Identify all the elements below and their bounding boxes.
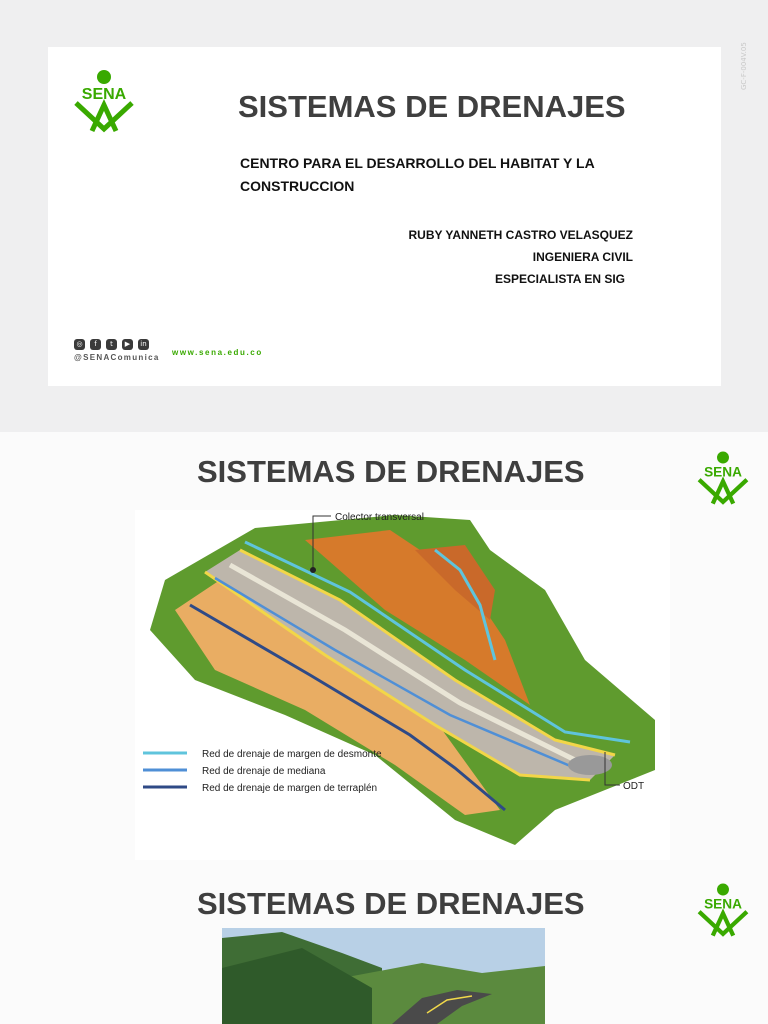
road-drainage-diagram (135, 510, 670, 860)
sena-logo (70, 69, 138, 133)
linkedin-icon[interactable]: in (138, 339, 149, 350)
twitter-icon[interactable]: t (106, 339, 117, 350)
legend-label-fill: Red de drenaje de margen de terraplén (202, 783, 378, 794)
instagram-icon[interactable]: ◎ (74, 339, 85, 350)
sena-logo-text: SENA (704, 896, 742, 912)
website-link[interactable]: www.sena.edu.co (172, 348, 263, 357)
callout-bottom-label: ODT (623, 781, 645, 792)
author-block (409, 224, 633, 290)
slide2-title: SISTEMAS DE DRENAJES (197, 454, 585, 489)
sena-logo (694, 450, 752, 506)
legend-label-median: Red de drenaje de mediana (202, 766, 326, 777)
callout-top-label: Colector transversal (335, 512, 424, 523)
social-block (74, 339, 160, 362)
social-handle: @SENAComunica (74, 353, 160, 362)
legend-label-cut: Red de drenaje de margen de desmonte (202, 749, 382, 760)
legend (143, 749, 382, 794)
slide3-title: SISTEMAS DE DRENAJES (197, 886, 585, 921)
sena-logo (694, 882, 752, 938)
author-role: INGENIERA CIVIL (532, 250, 633, 264)
youtube-icon[interactable]: ▶ (122, 339, 133, 350)
drainage-diagram-slide (0, 432, 768, 872)
sena-logo-text: SENA (81, 86, 127, 103)
facebook-icon[interactable]: f (90, 339, 101, 350)
cover-subtitle: CENTRO PARA EL DESARROLLO DEL HABITAT Y LA CONSTRUCCION (240, 155, 595, 194)
author-name: RUBY YANNETH CASTRO VELASQUEZ (408, 228, 633, 242)
sena-logo-text: SENA (704, 464, 742, 480)
cover-title: SISTEMAS DE DRENAJES (238, 89, 626, 124)
cover-slide (48, 47, 721, 386)
author-specialty: ESPECIALISTA EN SIG (494, 272, 625, 286)
road-landscape-photo (222, 928, 545, 1024)
drainage-photo-slide (0, 872, 768, 1024)
document-code: GC-F-004V.05 (740, 42, 748, 90)
